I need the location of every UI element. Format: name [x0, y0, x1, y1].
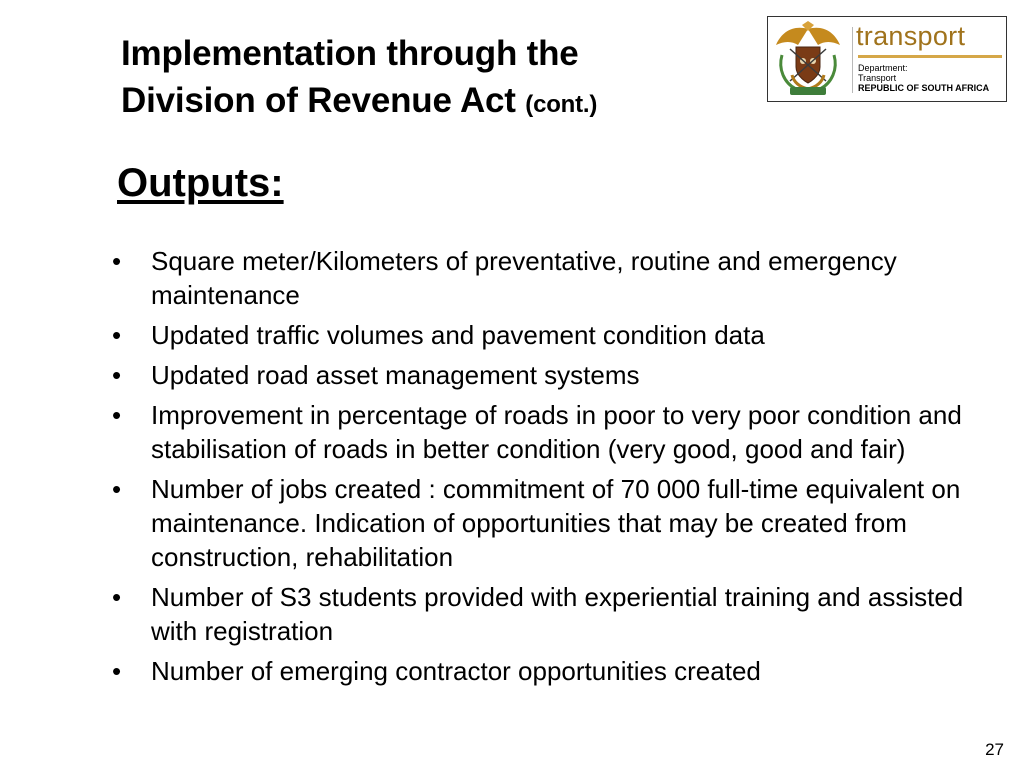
logo-dept-line-1: Department:	[858, 63, 908, 73]
list-item	[112, 244, 992, 312]
list-item-text: Number of jobs created : commitment of 70 000 full-time equivalent on maintenance. Indication of opportunities that may be created from construction, rehabilitation	[151, 474, 961, 572]
title-suffix: (cont.)	[525, 91, 598, 118]
logo-dept-line-3: REPUBLIC OF SOUTH AFRICA	[858, 83, 990, 93]
bullet-marker: •	[112, 360, 122, 390]
bullet-marker: •	[112, 400, 122, 430]
title-line-2: Division of Revenue Act	[121, 81, 516, 120]
list-item-text: Number of S3 students provided with experiential training and assisted with registration	[151, 582, 964, 646]
list-item-text: Improvement in percentage of roads in poor to very poor condition and stabilisation of roads in better condition (very good, good and fair)	[151, 400, 962, 464]
list-item-text: Square meter/Kilometers of preventative, routine and emergency maintenance	[151, 246, 897, 310]
coat-of-arms-icon	[772, 21, 844, 97]
bullet-marker: •	[112, 246, 122, 276]
list-item	[112, 358, 992, 392]
outputs-list	[112, 244, 992, 694]
slide-title	[121, 30, 597, 128]
list-item-text: Updated traffic volumes and pavement condition data	[151, 320, 765, 350]
section-heading: Outputs:	[117, 161, 284, 205]
bullet-marker: •	[112, 320, 122, 350]
list-item	[112, 318, 992, 352]
list-item	[112, 580, 992, 648]
logo-dept-line-2: Transport	[858, 73, 897, 83]
logo-divider	[852, 27, 853, 93]
bullet-marker: •	[112, 656, 122, 686]
title-line-2-row	[121, 77, 597, 128]
logo-brand-text: transport	[856, 21, 966, 51]
list-item-text: Number of emerging contractor opportunities created	[151, 656, 761, 686]
logo-brand-underline	[858, 55, 1002, 58]
page-number: 27	[985, 740, 1004, 759]
list-item-text: Updated road asset management systems	[151, 360, 640, 390]
bullet-marker: •	[112, 582, 122, 612]
list-item	[112, 654, 992, 688]
list-item	[112, 472, 992, 574]
logo-department-text	[858, 63, 989, 93]
list-item	[112, 398, 992, 466]
department-logo	[767, 16, 1007, 102]
bullet-marker: •	[112, 474, 122, 504]
title-line-1: Implementation through the	[121, 34, 579, 73]
